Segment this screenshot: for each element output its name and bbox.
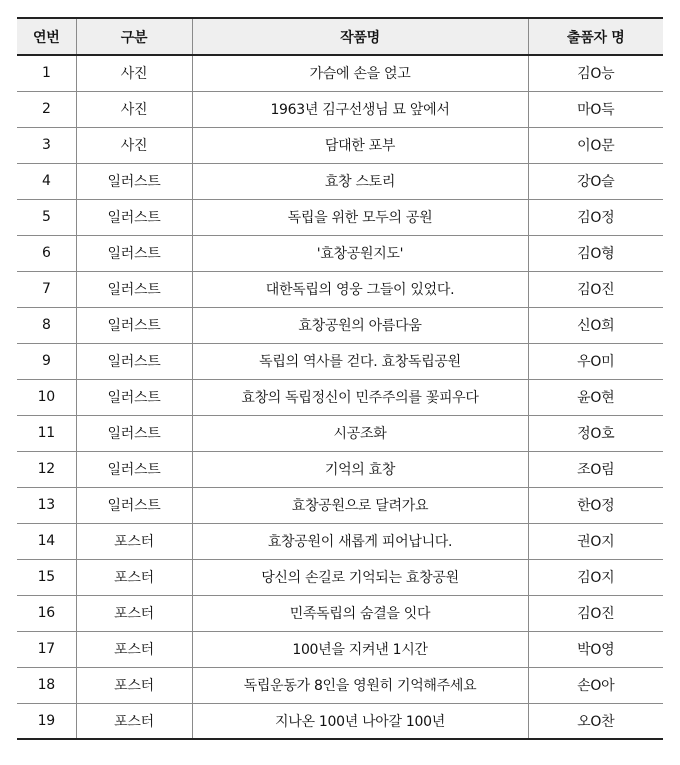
header-no: 연번 [17, 18, 76, 55]
cell-category: 일러스트 [76, 199, 192, 235]
table-row [17, 307, 663, 343]
cell-no: 7 [17, 271, 76, 307]
table-row [17, 127, 663, 163]
cell-no: 19 [17, 703, 76, 739]
cell-no: 6 [17, 235, 76, 271]
header-author: 출품자 명 [528, 18, 663, 55]
cell-category: 일러스트 [76, 163, 192, 199]
cell-title: 민족독립의 숨결을 잇다 [192, 595, 528, 631]
cell-category: 일러스트 [76, 487, 192, 523]
table-body [17, 55, 663, 739]
table-row [17, 91, 663, 127]
cell-category: 일러스트 [76, 415, 192, 451]
table-row [17, 667, 663, 703]
cell-category: 포스터 [76, 631, 192, 667]
cell-author: 손O아 [528, 667, 663, 703]
cell-title: 효창공원으로 달려가요 [192, 487, 528, 523]
cell-no: 2 [17, 91, 76, 127]
table-row [17, 163, 663, 199]
cell-author: 이O문 [528, 127, 663, 163]
cell-no: 4 [17, 163, 76, 199]
cell-author: 윤O현 [528, 379, 663, 415]
table-row [17, 595, 663, 631]
cell-category: 포스터 [76, 559, 192, 595]
cell-category: 일러스트 [76, 235, 192, 271]
cell-no: 12 [17, 451, 76, 487]
cell-title: 담대한 포부 [192, 127, 528, 163]
cell-title: 지나온 100년 나아갈 100년 [192, 703, 528, 739]
cell-author: 신O희 [528, 307, 663, 343]
cell-author: 김O진 [528, 271, 663, 307]
cell-author: 마O득 [528, 91, 663, 127]
cell-title: 기억의 효창 [192, 451, 528, 487]
cell-no: 15 [17, 559, 76, 595]
cell-author: 김O정 [528, 199, 663, 235]
table-row [17, 343, 663, 379]
cell-title: '효창공원지도' [192, 235, 528, 271]
cell-category: 포스터 [76, 595, 192, 631]
table-row [17, 271, 663, 307]
cell-author: 오O찬 [528, 703, 663, 739]
header-category: 구분 [76, 18, 192, 55]
cell-author: 김O진 [528, 595, 663, 631]
cell-author: 권O지 [528, 523, 663, 559]
cell-category: 일러스트 [76, 343, 192, 379]
cell-no: 11 [17, 415, 76, 451]
cell-title: 효창공원이 새롭게 피어납니다. [192, 523, 528, 559]
cell-title: 효창공원의 아름다움 [192, 307, 528, 343]
table-row [17, 55, 663, 91]
cell-title: 효창 스토리 [192, 163, 528, 199]
cell-no: 14 [17, 523, 76, 559]
cell-category: 일러스트 [76, 379, 192, 415]
table-row [17, 235, 663, 271]
cell-category: 일러스트 [76, 451, 192, 487]
cell-no: 17 [17, 631, 76, 667]
cell-no: 3 [17, 127, 76, 163]
cell-category: 사진 [76, 91, 192, 127]
cell-title: 독립운동가 8인을 영원히 기억해주세요 [192, 667, 528, 703]
table-row [17, 451, 663, 487]
cell-author: 김O형 [528, 235, 663, 271]
cell-author: 박O영 [528, 631, 663, 667]
cell-author: 한O정 [528, 487, 663, 523]
cell-title: 대한독립의 영웅 그들이 있었다. [192, 271, 528, 307]
table-row [17, 199, 663, 235]
cell-title: 100년을 지켜낸 1시간 [192, 631, 528, 667]
cell-no: 8 [17, 307, 76, 343]
award-list-table [17, 17, 663, 740]
cell-title: 독립을 위한 모두의 공원 [192, 199, 528, 235]
cell-no: 16 [17, 595, 76, 631]
cell-no: 1 [17, 55, 76, 91]
cell-no: 10 [17, 379, 76, 415]
table-row [17, 379, 663, 415]
cell-author: 정O호 [528, 415, 663, 451]
cell-category: 포스터 [76, 703, 192, 739]
cell-title: 1963년 김구선생님 묘 앞에서 [192, 91, 528, 127]
cell-category: 일러스트 [76, 307, 192, 343]
header-title: 작품명 [192, 18, 528, 55]
table-row [17, 487, 663, 523]
cell-title: 가슴에 손을 얹고 [192, 55, 528, 91]
cell-author: 조O림 [528, 451, 663, 487]
cell-author: 김O지 [528, 559, 663, 595]
cell-title: 독립의 역사를 걷다. 효창독립공원 [192, 343, 528, 379]
cell-title: 시공조화 [192, 415, 528, 451]
cell-no: 18 [17, 667, 76, 703]
table-header-row [17, 18, 663, 55]
table-row [17, 523, 663, 559]
cell-author: 강O슬 [528, 163, 663, 199]
cell-no: 5 [17, 199, 76, 235]
table-row [17, 631, 663, 667]
cell-no: 13 [17, 487, 76, 523]
cell-category: 포스터 [76, 523, 192, 559]
cell-category: 포스터 [76, 667, 192, 703]
table-row [17, 415, 663, 451]
cell-no: 9 [17, 343, 76, 379]
cell-category: 사진 [76, 127, 192, 163]
cell-category: 사진 [76, 55, 192, 91]
table-row [17, 703, 663, 739]
cell-author: 김O능 [528, 55, 663, 91]
table-row [17, 559, 663, 595]
cell-title: 당신의 손길로 기억되는 효창공원 [192, 559, 528, 595]
cell-author: 우O미 [528, 343, 663, 379]
cell-title: 효창의 독립정신이 민주주의를 꽃피우다 [192, 379, 528, 415]
cell-category: 일러스트 [76, 271, 192, 307]
